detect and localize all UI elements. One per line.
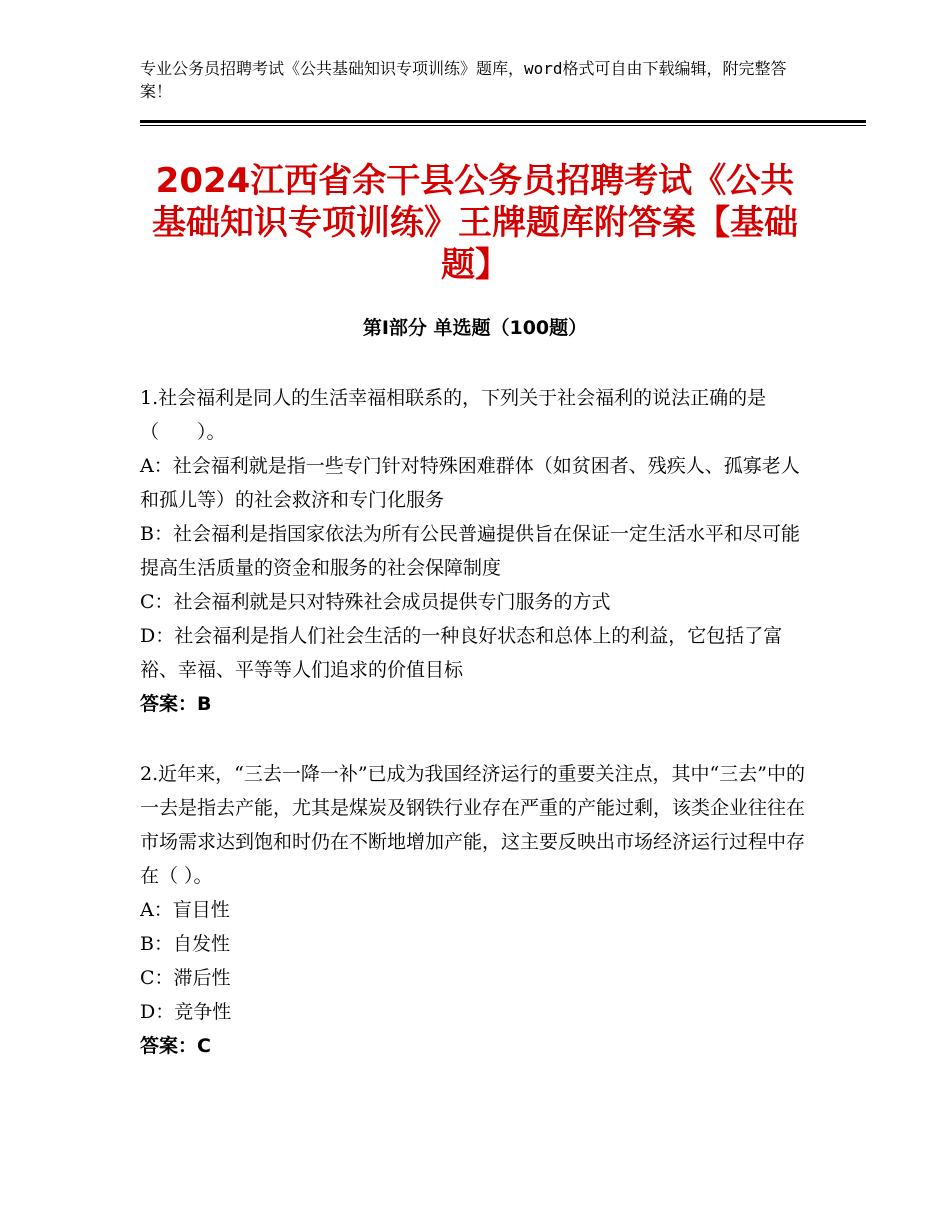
question-stem: 1.社会福利是同人的生活幸福相联系的，下列关于社会福利的说法正确的是（ ）。 <box>140 387 767 443</box>
option-b: B：社会福利是指国家依法为所有公民普遍提供旨在保证一定生活水平和尽可能提高生活质量的资金和服务的社会保障制度 <box>140 523 800 579</box>
answer: 答案：C <box>140 1035 211 1057</box>
option-c: C：社会福利就是只对特殊社会成员提供专门服务的方式 <box>140 591 611 613</box>
option-c: C：滞后性 <box>140 967 231 989</box>
question-2 <box>140 757 805 1063</box>
header-rule-thin <box>140 125 866 126</box>
option-a: A：盲目性 <box>140 899 230 921</box>
document-title: 2024江西省余干县公务员招聘考试《公共基础知识专项训练》王牌题库附答案【基础题】 <box>152 161 798 285</box>
question-1 <box>140 381 805 721</box>
header-rule-thick <box>140 120 866 123</box>
question-stem: 2.近年来，“三去一降一补”已成为我国经济运行的重要关注点，其中“三去”中的一去是指去产能，尤其是煤炭及钢铁行业存在严重的产能过剩，该类企业往往在市场需求达到饱和时仍在不断地增加产能，这主要反映出市场经济运行过程中存在（ ）。 <box>140 763 806 887</box>
header-note: 专业公务员招聘考试《公共基础知识专项训练》题库，word格式可自由下载编辑，附完整答案！ <box>140 59 787 101</box>
option-a: A：社会福利就是指一些专门针对特殊困难群体（如贫困者、残疾人、孤寡老人和孤儿等）的社会救济和专门化服务 <box>140 455 800 511</box>
option-d: D：社会福利是指人们社会生活的一种良好状态和总体上的利益，它包括了富裕、幸福、平等等人们追求的价值目标 <box>140 625 783 681</box>
section-heading: 第Ⅰ部分 单选题（100题） <box>362 317 588 339</box>
answer: 答案：B <box>140 693 212 715</box>
option-b: B：自发性 <box>140 933 230 955</box>
option-d: D：竞争性 <box>140 1001 232 1023</box>
